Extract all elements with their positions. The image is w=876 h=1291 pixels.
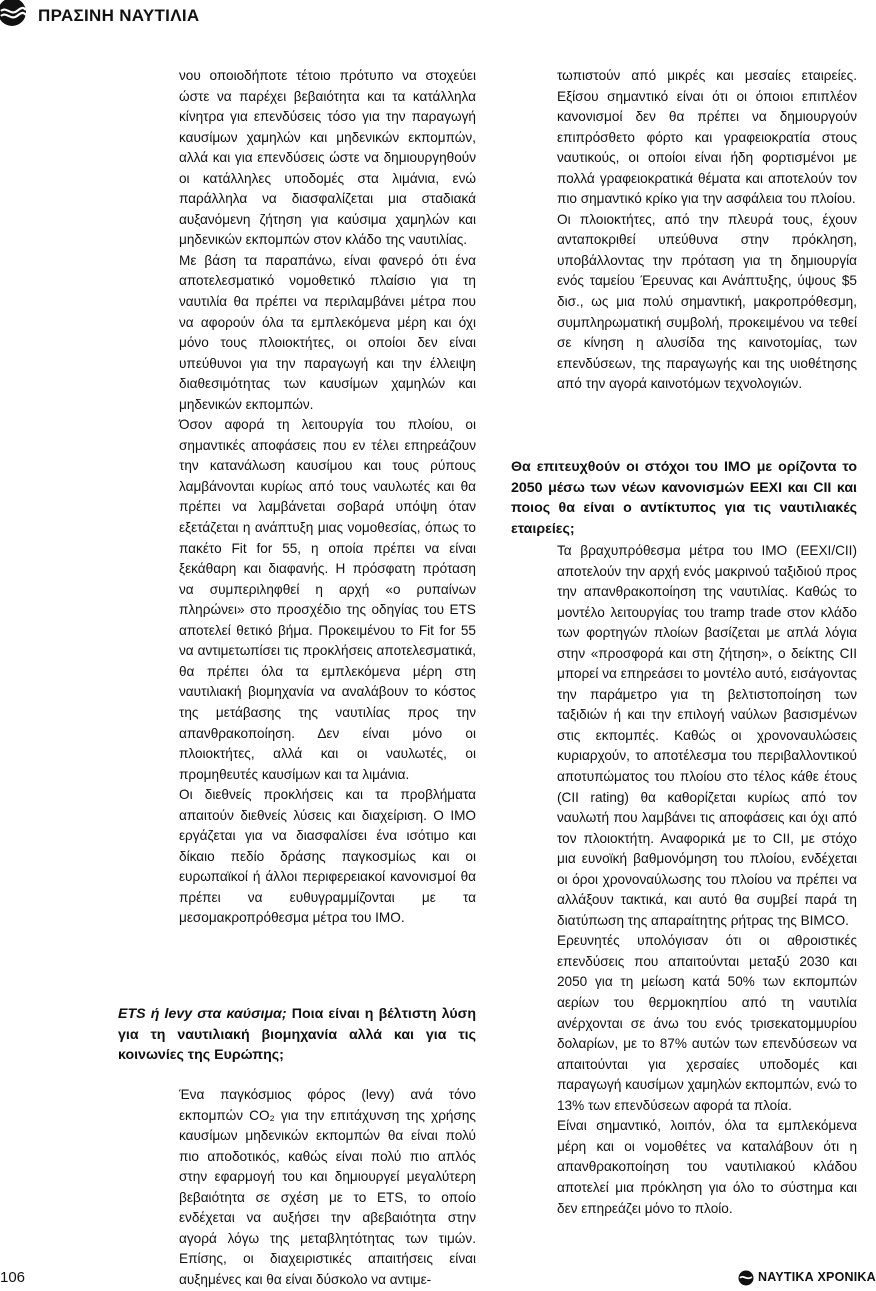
question-2-answer (557, 541, 857, 1219)
publication-name: ΝΑΥΤΙΚΑ ΧΡΟΝΙΚΑ (758, 1270, 876, 1284)
paragraph: Τα βραχυπρόθεσμα μέτρα του IMO (EEXI/CII) αποτελούν την αρχή ενός μακρινού ταξιδιού προς την απανθρακοποίηση της ναυτιλίας. Καθώς το μοντέλο λειτουργίας του tramp trade στον κλάδο των φορτηγών πλοίων βασίζεται με απλά λόγια στην «προσφορά και στη ζήτηση», ο δείκτης CII μπορεί να επηρεάσει το μοντέλο αυτό, εισάγοντας την παράμετρο για τη βελτιστοποίηση των ταξιδιών ή και την επιλογή ναύλων βασισμένων στις εκπομπές. Καθώς οι χρονοναυλώσεις κυριαρχούν, το αποτέλεσμα του περιβαλλοντικού αποτυπώματος του πλοίου στο τέλος κάθε έτους (CII rating) θα καθορίζεται κυρίως από τον ναυλωτή που λαμβάνει τις αποφάσεις και όχι από τον πλοιοκτήτη. Αναφορικά με το CII, με στόχο μια ευνοϊκή βαθμονόμηση του πλοίου, ενδέχεται οι όροι χρονοναύλωσης του πλοίου να πρέπει να αλλάξουν τακτικά, και αυτό θα συμβεί παρά τη διατύπωση της απαραίτητης ρήτρας της BIMCO. (557, 543, 857, 928)
right-column (557, 66, 857, 395)
paragraph: Οι διεθνείς προκλήσεις και τα προβλήματα απαιτούν διεθνείς λύσεις και διαχείριση. Ο IMO εργάζεται για να διασφαλίσει ένα ισότιμο και δίκαιο πεδίο δράσης παγκοσμίως και οι ευρωπαϊκοί ή άλλοι περιφερειακοί κανονισμοί θα πρέπει να ευθυγραμμίζονται με τα μεσομακροπρόθεσμα μέτρα του IMO. (179, 787, 476, 926)
circle-wave-logo-icon (0, 0, 30, 33)
paragraph: Όσον αφορά τη λειτουργία του πλοίου, οι σημαντικές αποφάσεις που εν τέλει επηρεάζουν την κατανάλωση καυσίμου και τους ρύπους λαμβάνονται κυρίως από τους ναυλωτές και θα πρέπει να λαμβάνεται σοβαρά υπόψη όταν εξετάζεται η ανάπτυξη μιας νομοθεσίας, όπως το πακέτο Fit for 55, η οποία πρέπει να είναι ξεκάθαρη και διαφανής. Η πρόσφατη πρόταση να συμπεριληφθεί η αρχή «ο ρυπαίνων πληρώνει» στο προσχέδιο της οδηγίας του ETS αποτελεί θετικό βήμα. Προκειμένου το Fit for 55 να αντιμετωπίσει τις προκλήσεις αποτελεσματικά, θα πρέπει όλα τα εμπλεκόμενα μέρη στη ναυτιλιακή βιομηχανία να αναλάβουν το κόστος της μετάβασης της ναυτιλίας προς την απανθρακοποίηση. Δεν είναι μόνο οι πλοιοκτήτες, αλλά και οι ναυλωτές, οι προμηθευτές καυσίμων και τα λιμάνια. (179, 417, 476, 782)
page-header (0, 0, 857, 34)
question-2-heading (511, 457, 857, 539)
question-1-lead: ETS ή levy στα καύσιμα; (118, 1006, 292, 1022)
paragraph: Με βάση τα παραπάνω, είναι φανερό ότι ένα αποτελεσματικό νομοθετικό πλαίσιο για τη ναυτιλία θα πρέπει να περιλαμβάνει μέτρα που να αφορούν όλα τα εμπλεκόμενα μέρη και όχι μόνο τους πλοιοκτήτες, οι οποίοι δεν είναι υπεύθυνοι για την παραγωγή και την έλλειψη διαθεσιμότητας των καυσίμων χαμηλών και μηδενικών εκπομπών. (179, 252, 476, 412)
question-2-text: Θα επιτευχθούν οι στόχοι του IMO με ορίζοντα το 2050 μέσω των νέων κανονισμών EEXI και CII και ποιος θα είναι ο αντίκτυπος για τις ναυτιλιακές εταιρείες; (511, 459, 857, 537)
paragraph: νου οποιοδήποτε τέτοιο πρότυπο να στοχεύει ώστε να παρέχει βεβαιότητα και τα κατάλληλα κίνητρα για επενδύσεις τόσο για την παραγωγή καυσίμων χαμηλών και μηδενικών εκπομπών, αλλά και για επενδύσεις ώστε να δημιουργηθούν οι κατάλληλες υποδομές στα λιμάνια, ενώ παράλληλα να διασφαλίζεται μια σταδιακά αυξανόμενη ζήτηση για καύσιμα χαμηλών και μηδενικών εκπομπών στον κλάδο της ναυτιλίας. (179, 68, 476, 248)
question-1-heading (118, 1004, 476, 1066)
page-number: 106 (0, 1269, 26, 1286)
left-column (179, 66, 476, 929)
paragraph: Είναι σημαντικό, λοιπόν, όλα τα εμπλεκόμενα μέρη και οι νομοθέτες να καταλάβουν ότι η απανθρακοποίηση του ναυτιλιακού κλάδου αποτελεί μια πρόκληση για όλο το σύστημα και δεν επηρεάζει μόνο το πλοίο. (557, 1118, 857, 1216)
section-title: ΠΡΑΣΙΝΗ ΝΑΥΤΙΛΙΑ (38, 6, 200, 25)
paragraph: Ερευνητές υπολόγισαν ότι οι αθροιστικές επενδύσεις που απαιτούνται μεταξύ 2030 και 2050 για τη μείωση κατά 50% των εκπομπών αερίων του θερμοκηπίου από τη ναυτιλία ανέρχονται σε άνω του ενός τρισεκατομμυρίου δολαρίων, με το 87% αυτών των επενδύσεων να απαιτούνται για χερσαίες υποδομές και παραγωγή καυσίμων χαμηλών εκπομπών, ενώ το 13% των επενδύσεων αφορά τα πλοία. (557, 933, 857, 1113)
question-1-text: Ποια είναι η βέλτιστη λύση για τη ναυτιλιακή βιομηχανία αλλά και για τις κοινωνίες της Ευρώπης; (118, 1006, 476, 1063)
paragraph: Οι πλοιοκτήτες, από την πλευρά τους, έχουν ανταποκριθεί υπεύθυνα στην πρόκληση, υποβάλλοντας την πρόταση για τη δημιουργία ενός ταμείου Έρευνας και Ανάπτυξης, ύψους $5 δισ., ως μια πολύ σημαντική, μακροπρόθεσμη, συμπληρωματική συμβολή, προκειμένου να τεθεί σε κίνηση η αλυσίδα της καινοτομίας, των επενδύσεων, της παραγωγής και της υιοθέτησης από την αγορά καινοτόμων τεχνολογιών. (557, 211, 857, 392)
paragraph: τωπιστούν από μικρές και μεσαίες εταιρείες. Εξίσου σημαντικό είναι ότι οι όποιοι επιπλέον κανονισμοί δεν θα πρέπει να δημιουργούν επιπρόσθετο φόρτο και γραφειοκρατία στους ναυτικούς, οι οποίοι είναι ήδη φορτισμένοι με πολλά γραφειοκρατικά θέματα και αποτελούν τον πιο σημαντικό κρίκο για την ασφάλεια του πλοίου. (557, 68, 857, 207)
question-1-answer (179, 1085, 476, 1290)
brand-swirl-icon (738, 1270, 754, 1291)
paragraph: Ένα παγκόσμιος φόρος (levy) ανά τόνο εκπομπών CO₂ για την επιτάχυνση της χρήσης καυσίμων μηδενικών εκπομπών θα είναι πολύ πιο αποδοτικός, καθώς είναι πολύ πιο απλός στην εφαρμογή του και δημιουργεί μεγαλύτερη βεβαιότητα σε σχέση με το ETS, το οποίο ενδέχεται να αυξήσει την αβεβαιότητα στην αγορά λόγω της μεταβλητότητας των τιμών. Επίσης, οι διαχειριστικές απαιτήσεις είναι αυξημένες και θα είναι δύσκολο να αντιμε- (179, 1087, 476, 1287)
